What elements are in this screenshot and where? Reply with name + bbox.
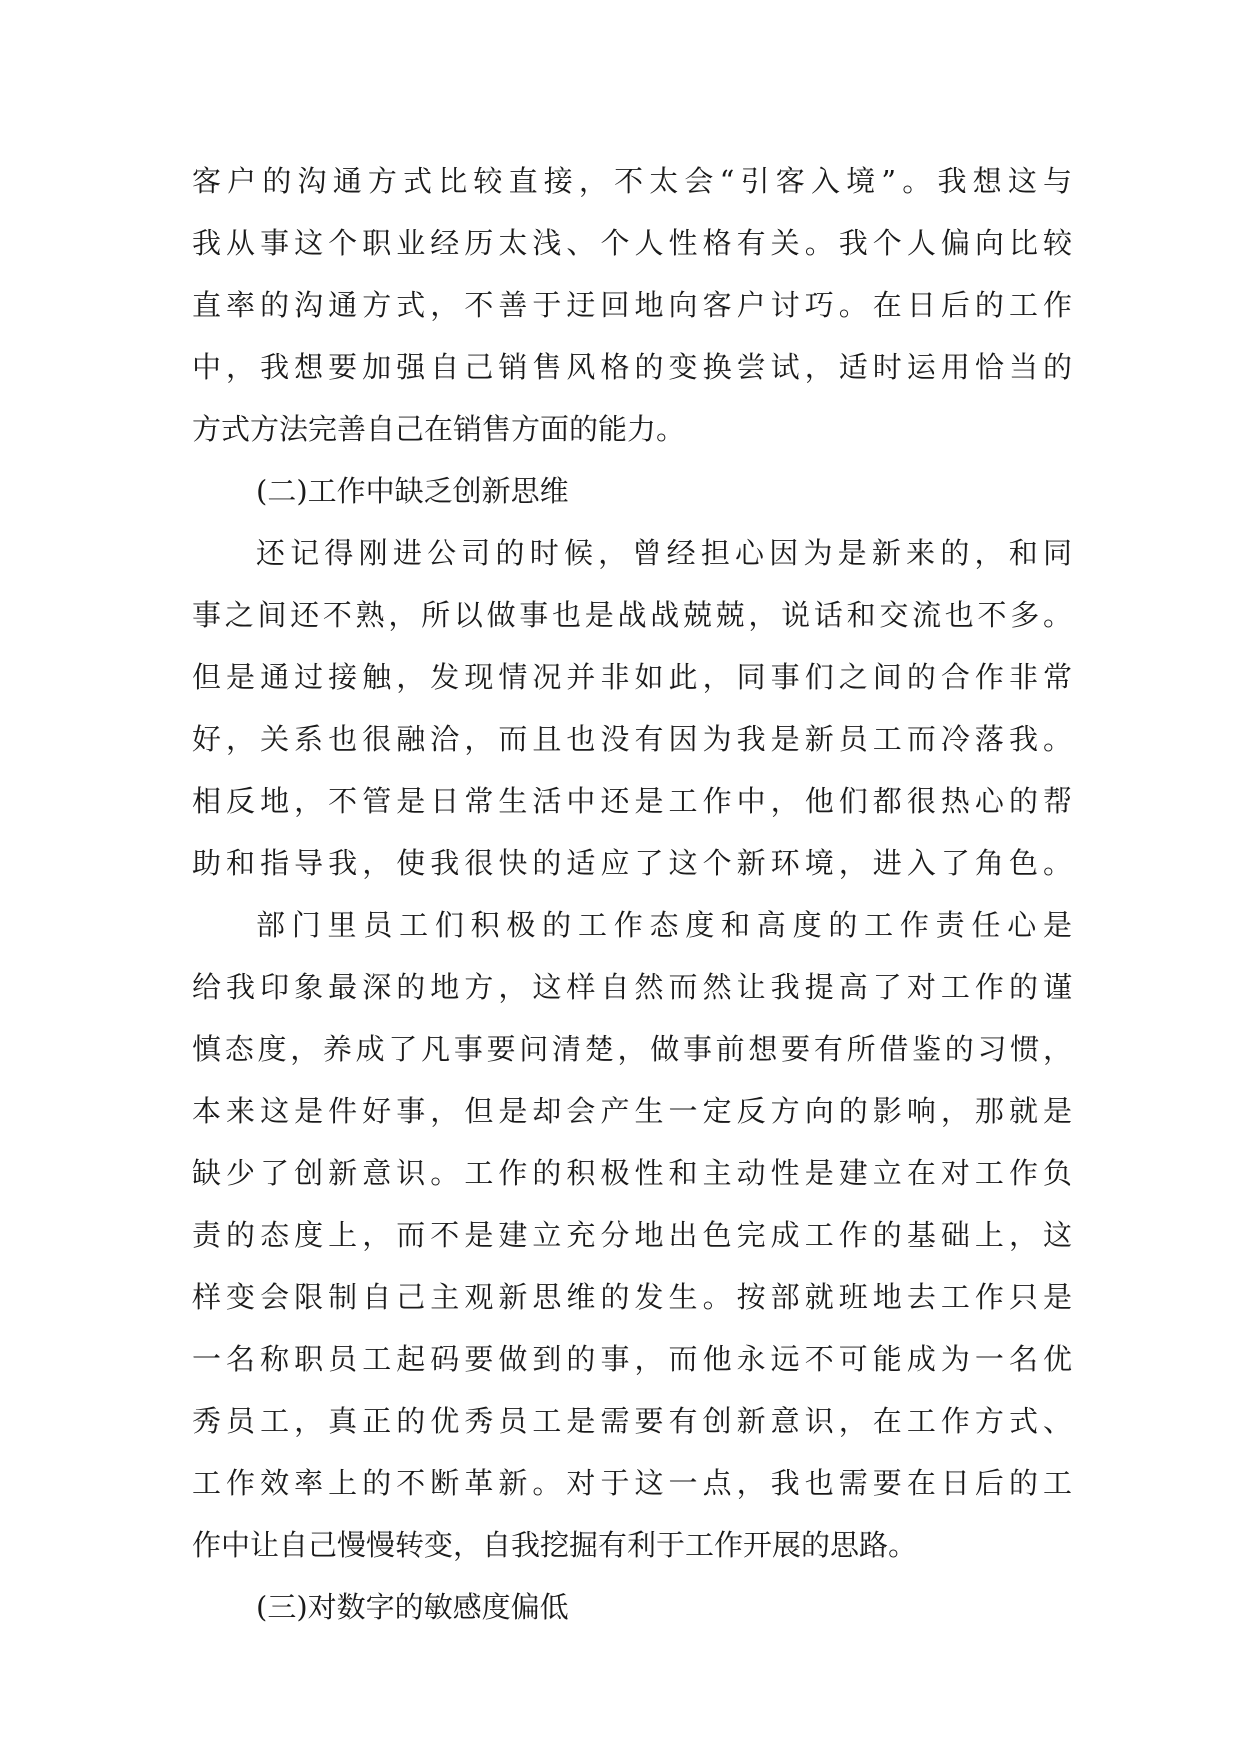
- paragraph-line: 工作效率上的不断革新。对于这一点，我也需要在日后的工: [192, 1466, 1072, 1500]
- paragraph-line: 样变会限制自己主观新思维的发生。按部就班地去工作只是: [192, 1280, 1072, 1314]
- paragraph-line: 一名称职员工起码要做到的事，而他永远不可能成为一名优: [192, 1342, 1072, 1376]
- paragraph-line: 事之间还不熟，所以做事也是战战兢兢，说话和交流也不多。: [192, 598, 1072, 632]
- document-body: [192, 150, 1072, 1638]
- paragraph-line: 秀员工，真正的优秀员工是需要有创新意识，在工作方式、: [192, 1404, 1072, 1438]
- paragraph-line: 作中让自己慢慢转变，自我挖掘有利于工作开展的思路。: [192, 1528, 918, 1562]
- paragraph-line: 方式方法完善自己在销售方面的能力。: [192, 412, 686, 446]
- paragraph-line: 缺少了创新意识。工作的积极性和主动性是建立在对工作负: [192, 1156, 1072, 1190]
- paragraph-line: 部门里员工们积极的工作态度和高度的工作责任心是: [256, 908, 1072, 942]
- paragraph-line: 直率的沟通方式，不善于迂回地向客户讨巧。在日后的工作: [192, 288, 1072, 322]
- paragraph-line: 好，关系也很融洽，而且也没有因为我是新员工而冷落我。: [192, 722, 1072, 756]
- paragraph-line: 我从事这个职业经历太浅、个人性格有关。我个人偏向比较: [192, 226, 1072, 260]
- section-heading: (三)对数字的敏感度偏低: [256, 1590, 569, 1624]
- paragraph-line: 助和指导我，使我很快的适应了这个新环境，进入了角色。: [192, 846, 1072, 880]
- paragraph-line: 慎态度，养成了凡事要问清楚，做事前想要有所借鉴的习惯，: [192, 1032, 1072, 1066]
- paragraph-line: 但是通过接触，发现情况并非如此，同事们之间的合作非常: [192, 660, 1072, 694]
- paragraph-line: 责的态度上，而不是建立充分地出色完成工作的基础上，这: [192, 1218, 1072, 1252]
- paragraph-line: 客户的沟通方式比较直接，不太会“引客入境”。我想这与: [192, 164, 1072, 198]
- paragraph-line: 给我印象最深的地方，这样自然而然让我提高了对工作的谨: [192, 970, 1072, 1004]
- paragraph-line: 相反地，不管是日常生活中还是工作中，他们都很热心的帮: [192, 784, 1072, 818]
- paragraph-line: 还记得刚进公司的时候，曾经担心因为是新来的，和同: [256, 536, 1072, 570]
- paragraph-line: 中，我想要加强自己销售风格的变换尝试，适时运用恰当的: [192, 350, 1072, 384]
- section-heading: (二)工作中缺乏创新思维: [256, 474, 569, 508]
- paragraph-line: 本来这是件好事，但是却会产生一定反方向的影响，那就是: [192, 1094, 1072, 1128]
